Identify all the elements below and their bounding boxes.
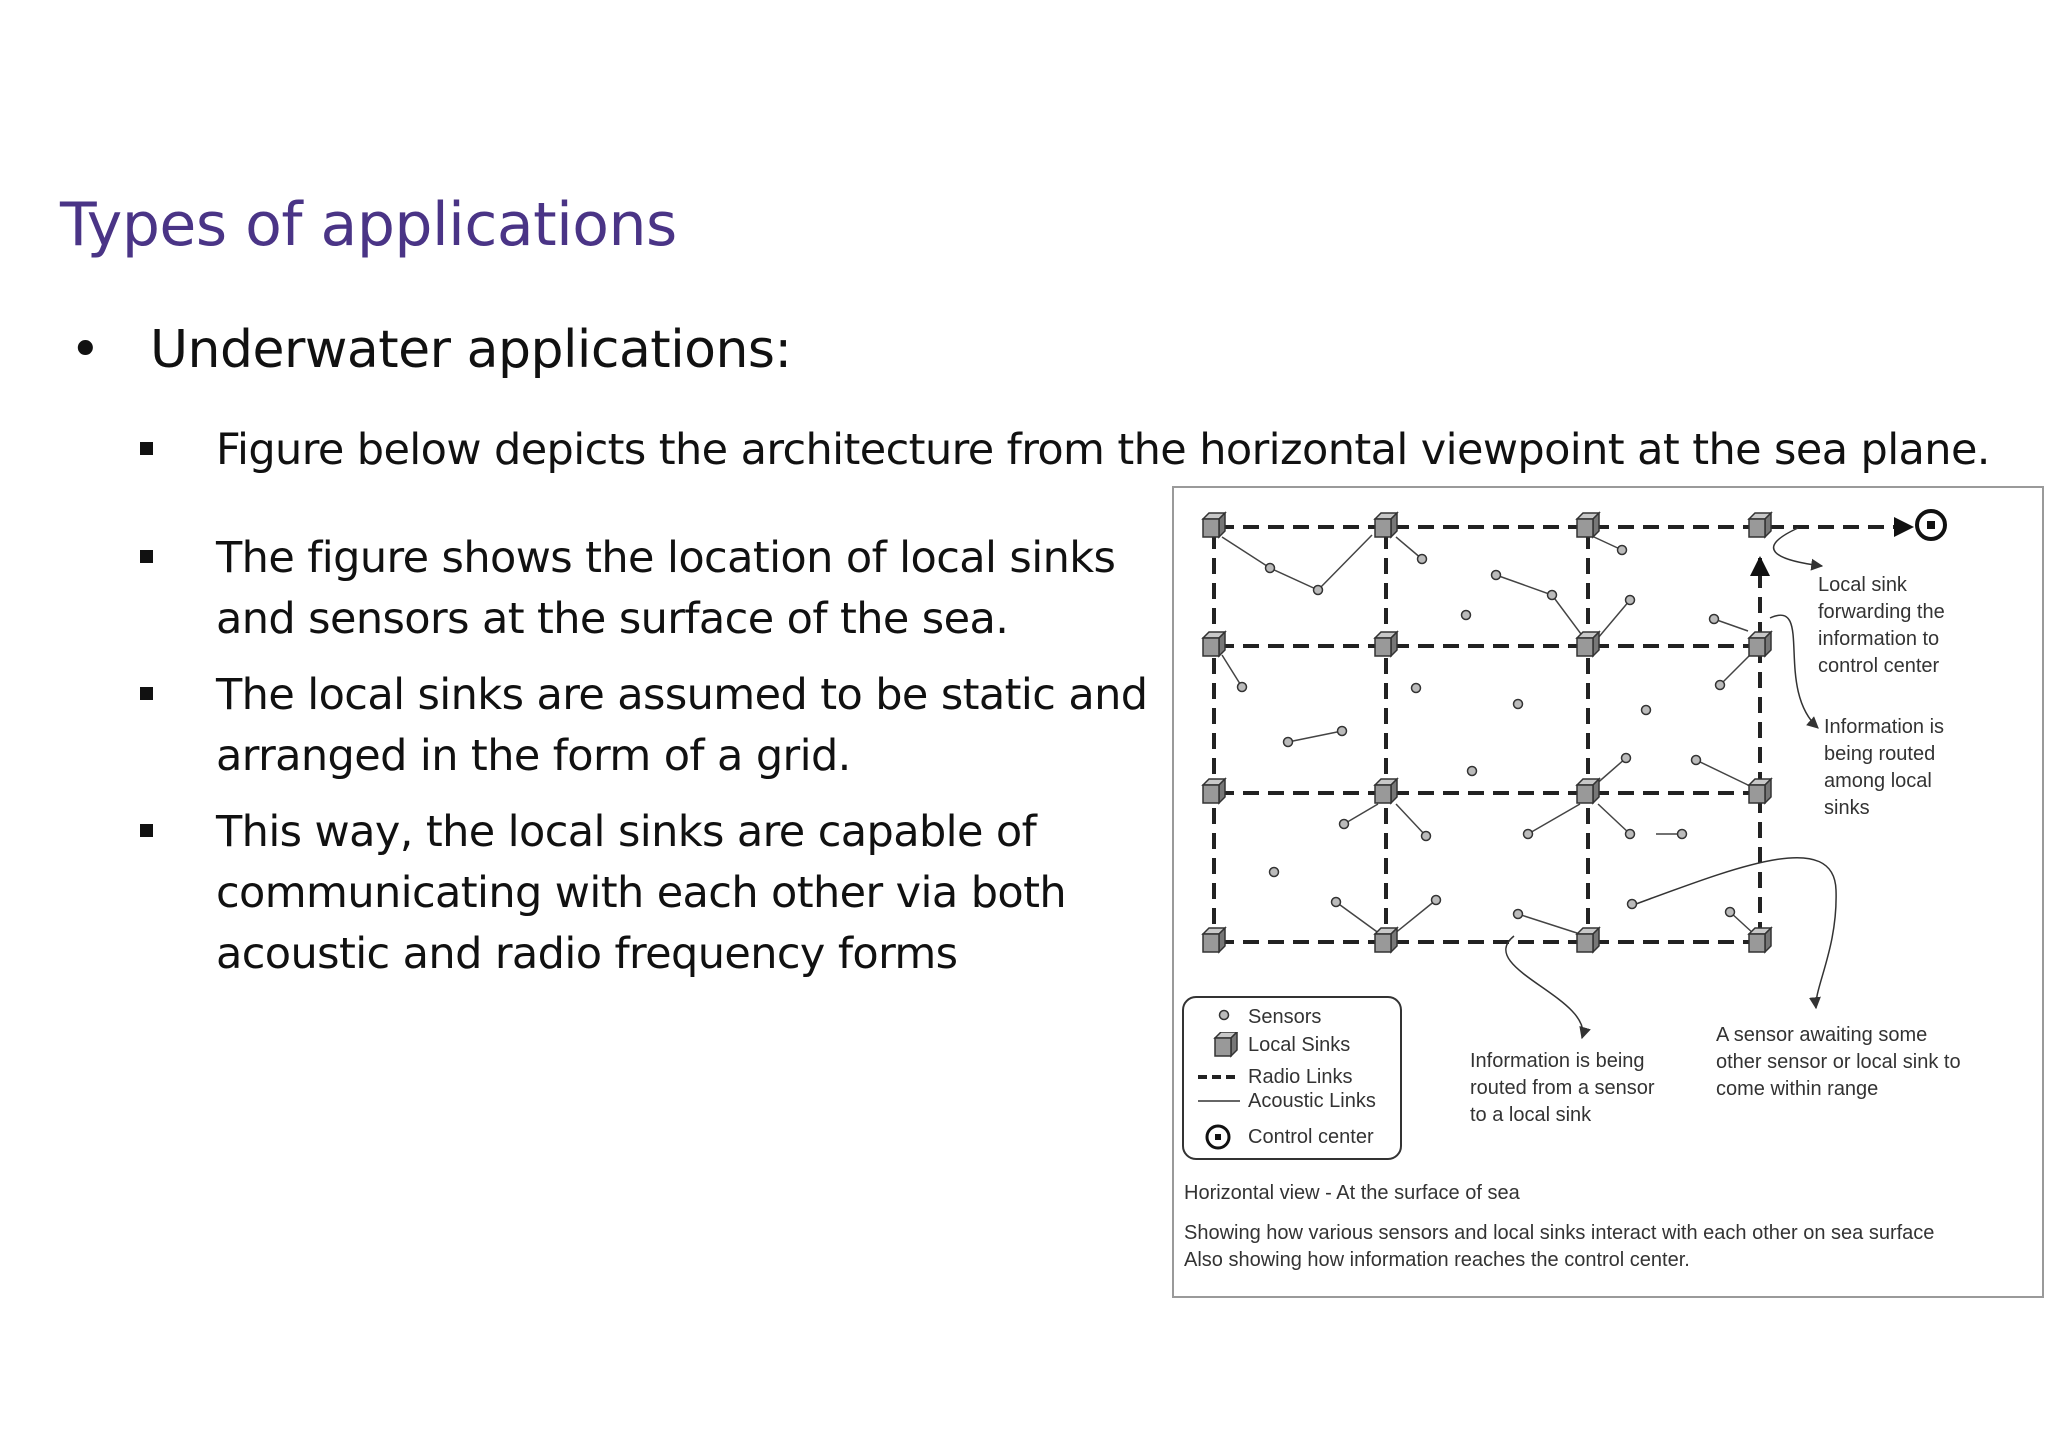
legend-item-acoustic-links: Acoustic Links: [1184, 1088, 1400, 1114]
dashed-line-icon: [1196, 1064, 1240, 1090]
figure-caption-line-2: Also showing how information reaches the control center.: [1184, 1249, 1690, 1271]
legend-item-local-sinks: Local Sinks: [1184, 1032, 1400, 1058]
sub-bullet-3-line-1: The local sinks are assumed to be static and: [216, 670, 1148, 720]
square-bullet-icon: [140, 550, 153, 563]
annotation-sensor-awaiting: A sensor awaiting some other sensor or local sink to come within range: [1716, 1024, 1961, 1100]
annotation-routed-among-sinks: Information is being routed among local sinks: [1824, 716, 1945, 819]
slide-title: Types of applications: [60, 190, 677, 260]
sensors: [1238, 546, 1735, 919]
square-bullet-icon: [140, 824, 153, 837]
legend-item-radio-links: Radio Links: [1184, 1064, 1400, 1090]
annotation-sensor-to-sink: Information is being routed from a sensor to a local sink: [1470, 1050, 1655, 1126]
local-sink-cube-icon: [1196, 1032, 1240, 1058]
network-architecture-figure: [1172, 486, 2044, 1298]
control-center-icon: [1196, 1124, 1240, 1150]
sub-bullet-4-line-1: This way, the local sinks are capable of: [216, 807, 1037, 857]
sub-bullet-2-line-1: The figure shows the location of local sinks: [216, 533, 1116, 583]
square-bullet-icon: [140, 442, 153, 455]
sub-bullet-1-line-1: Figure below depicts the architecture from the horizontal viewpoint at the sea plane.: [216, 425, 1990, 475]
legend-item-control-center: Control center: [1184, 1124, 1400, 1150]
sub-bullet-3-line-2: arranged in the form of a grid.: [216, 731, 851, 781]
bullet-dot-icon: •: [70, 320, 101, 380]
legend-item-sensors: Sensors: [1184, 1004, 1400, 1030]
annotation-arrows: [1506, 528, 1836, 1038]
control-center-icon: [1917, 511, 1945, 539]
figure-caption-title: Horizontal view - At the surface of sea: [1184, 1182, 1520, 1204]
sub-bullet-4-line-2: communicating with each other via both: [216, 868, 1067, 918]
figure-legend: [1182, 996, 1402, 1160]
sub-bullet-4-line-3: acoustic and radio frequency forms: [216, 929, 958, 979]
radio-links-vertical: [1214, 533, 1760, 938]
acoustic-links: [1222, 535, 1754, 934]
bullet-text: Underwater applications:: [150, 320, 792, 380]
square-bullet-icon: [140, 687, 153, 700]
sub-bullet-2-line-2: and sensors at the surface of the sea.: [216, 594, 1009, 644]
sensor-dot-icon: [1196, 1004, 1240, 1030]
solid-line-icon: [1196, 1088, 1240, 1114]
annotation-local-sink-forwarding: Local sink forwarding the information to control center: [1818, 574, 1945, 677]
figure-caption-line-1: Showing how various sensors and local sinks interact with each other on sea surface: [1184, 1222, 1935, 1244]
